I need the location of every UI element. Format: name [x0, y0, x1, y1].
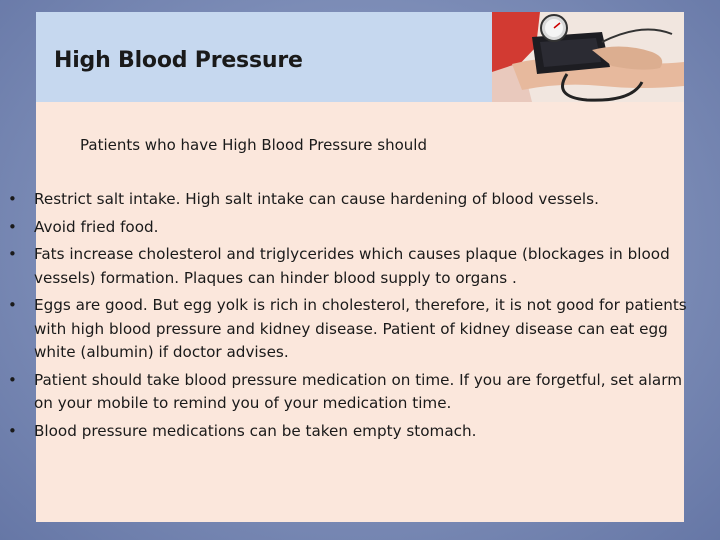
bullet-text: Eggs are good. But egg yolk is rich in cholesterol, therefore, it is not good for patients with high blood pressure and kidney disease. Patient of kidney disease can eat egg white (albumin) if doctor advises. — [34, 296, 687, 361]
bullet-icon: • — [8, 370, 17, 389]
list-item — [0, 369, 690, 416]
bullet-icon: • — [8, 190, 17, 208]
bullet-icon: • — [8, 245, 17, 263]
blood-pressure-photo — [492, 12, 684, 102]
bullet-text: Restrict salt intake. High salt intake can cause hardening of blood vessels. — [34, 190, 599, 208]
slide-title: High Blood Pressure — [54, 48, 303, 73]
bullet-icon: • — [8, 421, 17, 440]
bullet-text: Avoid fried food. — [34, 217, 159, 236]
bullet-list — [0, 188, 690, 447]
list-item — [0, 420, 690, 444]
bullet-text: Patient should take blood pressure medication on time. If you are forgetful, set alarm on your mobile to remind you of your medication time. — [34, 370, 682, 412]
intro-text: Patients who have High Blood Pressure should — [80, 136, 427, 154]
list-item — [0, 294, 690, 365]
bullet-text: Blood pressure medications can be taken empty stomach. — [34, 421, 477, 440]
bullet-icon: • — [8, 296, 17, 314]
slide-header — [36, 12, 684, 102]
list-item — [0, 216, 690, 240]
bullet-icon: • — [8, 217, 17, 236]
list-item — [0, 243, 690, 290]
bullet-text: Fats increase cholesterol and triglycerides which causes plaque (blockages in blood vessels) formation. Plaques can hinder blood supply to organs . — [34, 245, 670, 287]
list-item — [0, 188, 690, 212]
